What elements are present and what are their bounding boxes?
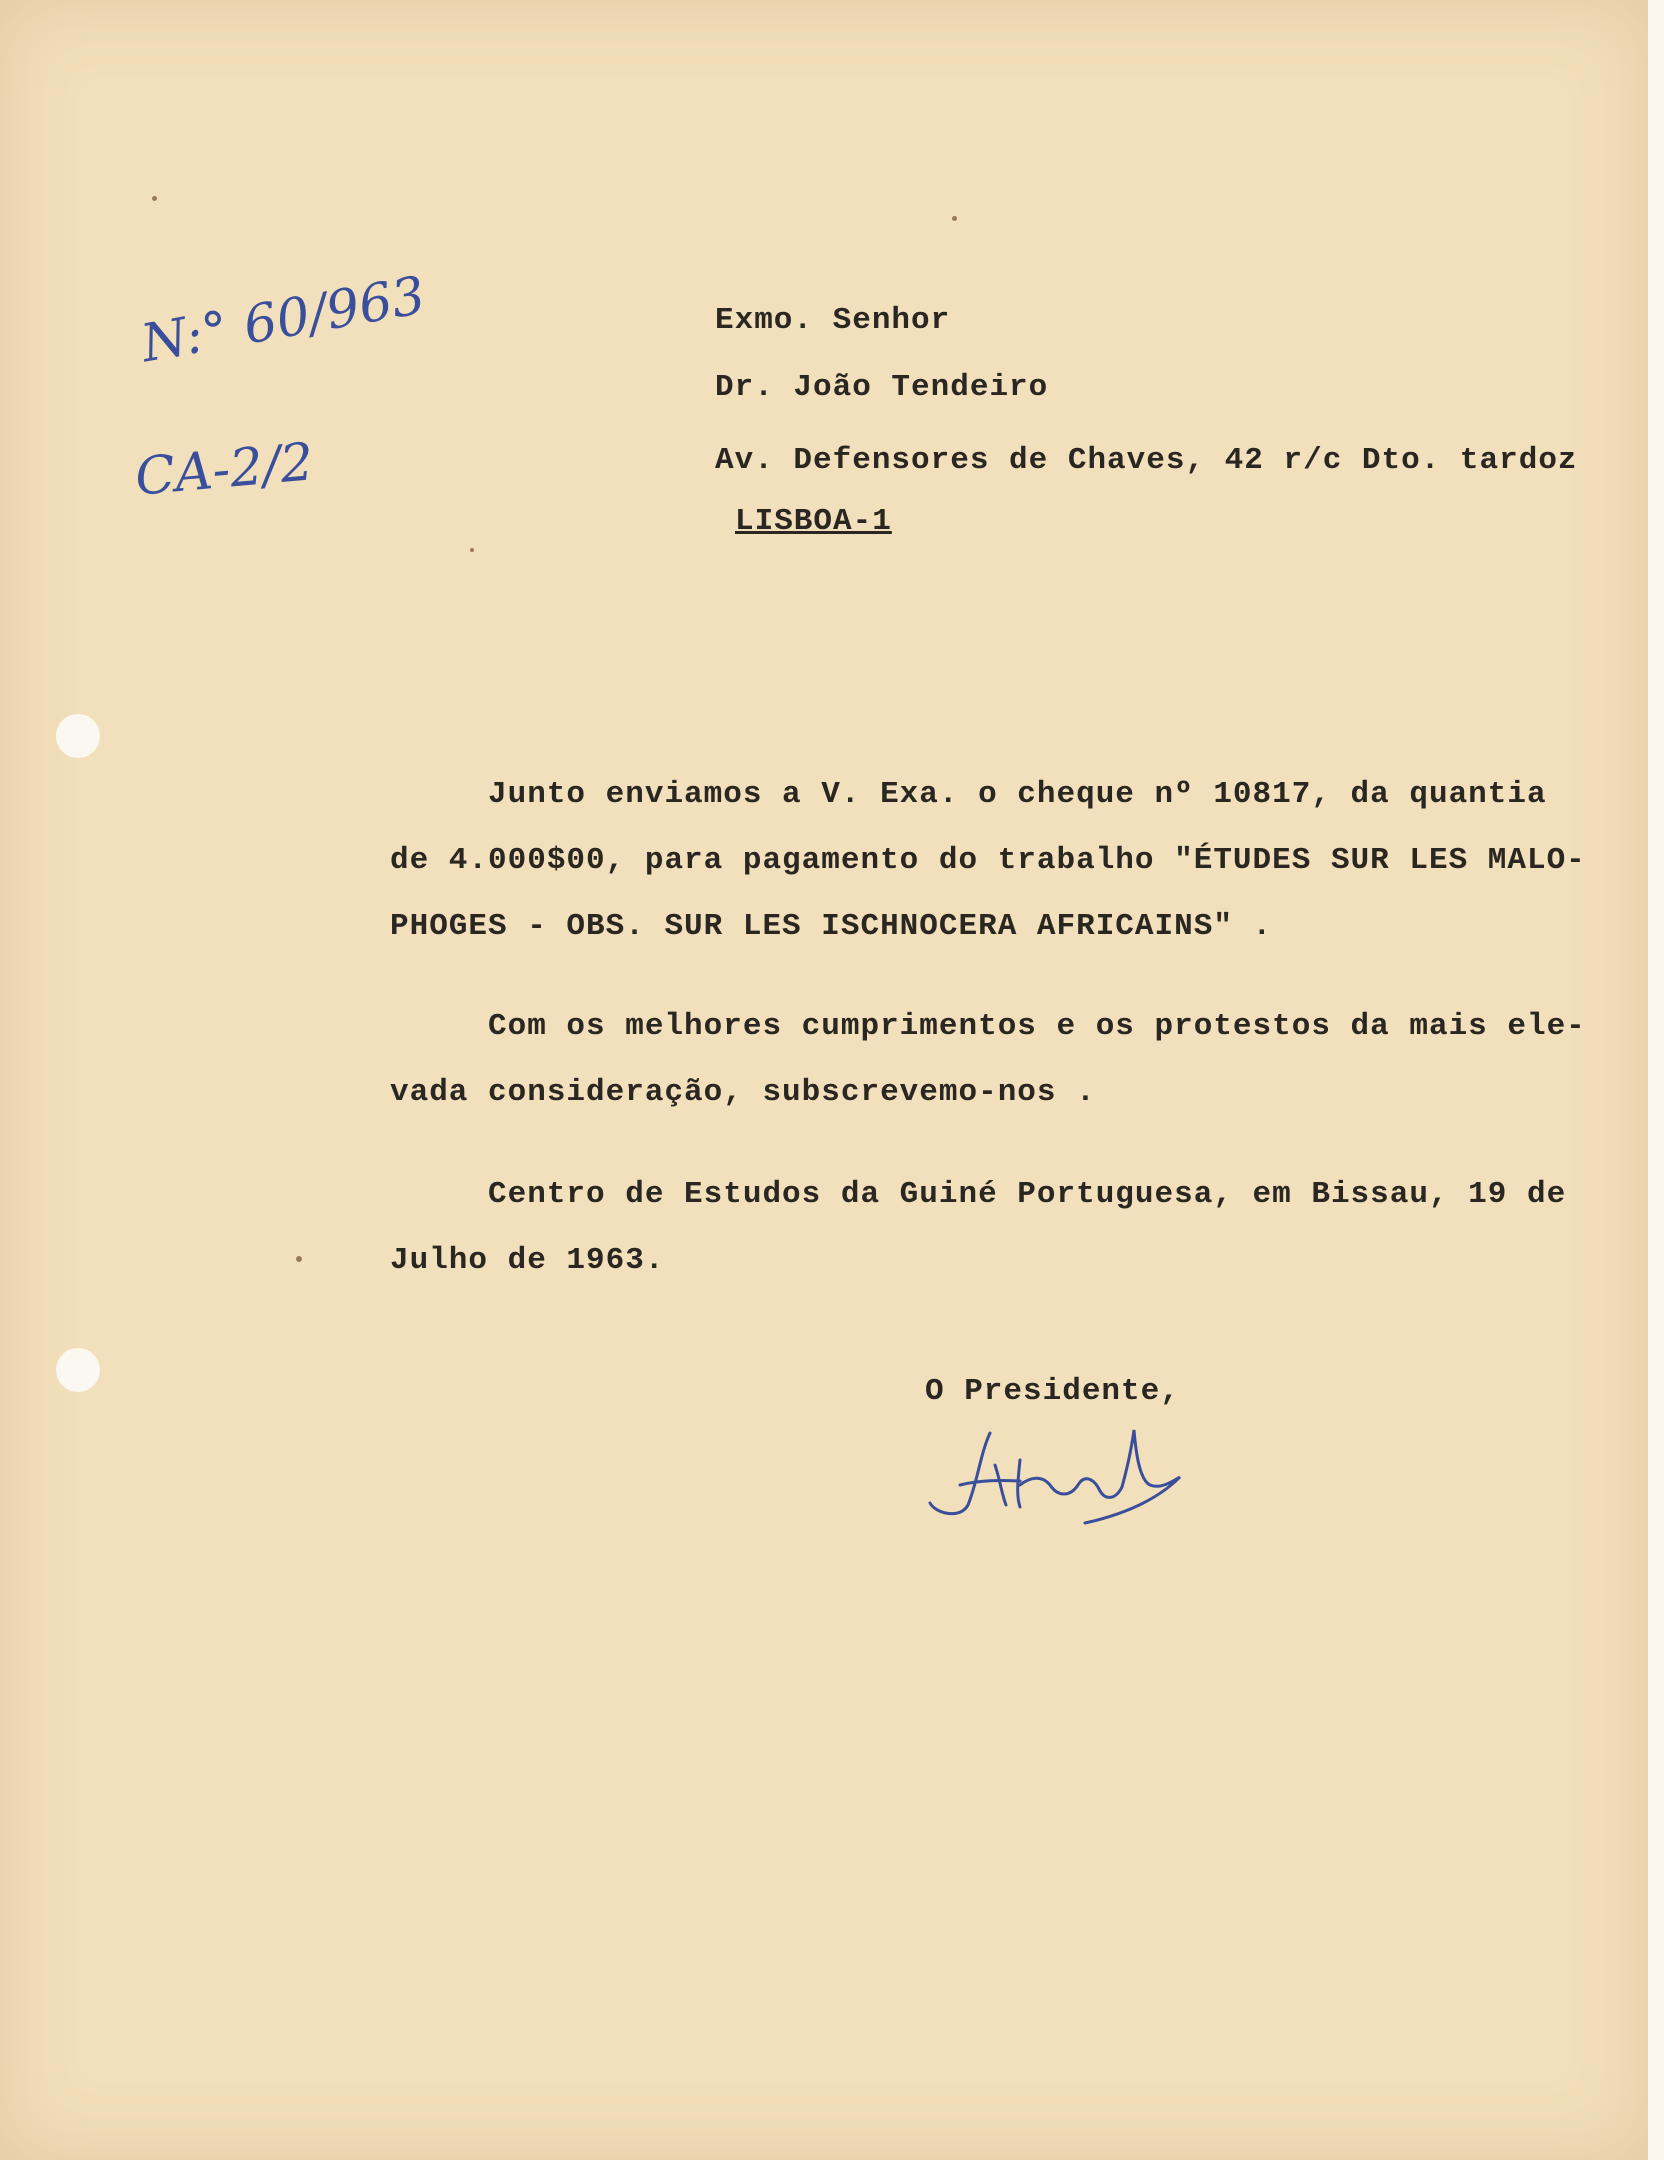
punch-hole-bottom [56,1348,100,1392]
handwritten-reference-number: N:° 60/963 [136,265,430,375]
paper-speck [152,196,157,201]
body-line: Com os melhores cumprimentos e os protestos da mais ele- [390,1009,1586,1044]
address-street: Av. Defensores de Chaves, 42 r/c Dto. tardoz [715,443,1578,478]
punch-hole-top [56,714,100,758]
body-line: de 4.000$00, para pagamento do trabalho "ÉTUDES SUR LES MALO- [390,843,1586,878]
address-city: LISBOA-1 [735,504,892,539]
paper-speck [470,548,474,552]
body-paragraph-1 [390,762,1630,960]
paper-speck [952,216,957,221]
address-name: Dr. João Tendeiro [715,370,1049,405]
body-paragraph-2 [390,994,1630,1126]
body-paragraph-3 [390,1162,1630,1294]
handwritten-reference-code: CA-2/2 [132,432,316,508]
body-line: vada consideração, subscrevemo-nos . [390,1075,1096,1110]
address-salutation: Exmo. Senhor [715,303,951,338]
paper-speck [296,1256,302,1262]
body-line: Junto enviamos a V. Exa. o cheque nº 10817, da quantia [390,777,1547,812]
closing-title: O Presidente, [925,1374,1180,1409]
body-line: PHOGES - OBS. SUR LES ISCHNOCERA AFRICAINS" . [390,909,1273,944]
body-line: Julho de 1963. [390,1243,665,1278]
paper-edge [1648,0,1664,2160]
body-line: Centro de Estudos da Guiné Portuguesa, em Bissau, 19 de [390,1177,1567,1212]
handwritten-signature [920,1425,1190,1530]
